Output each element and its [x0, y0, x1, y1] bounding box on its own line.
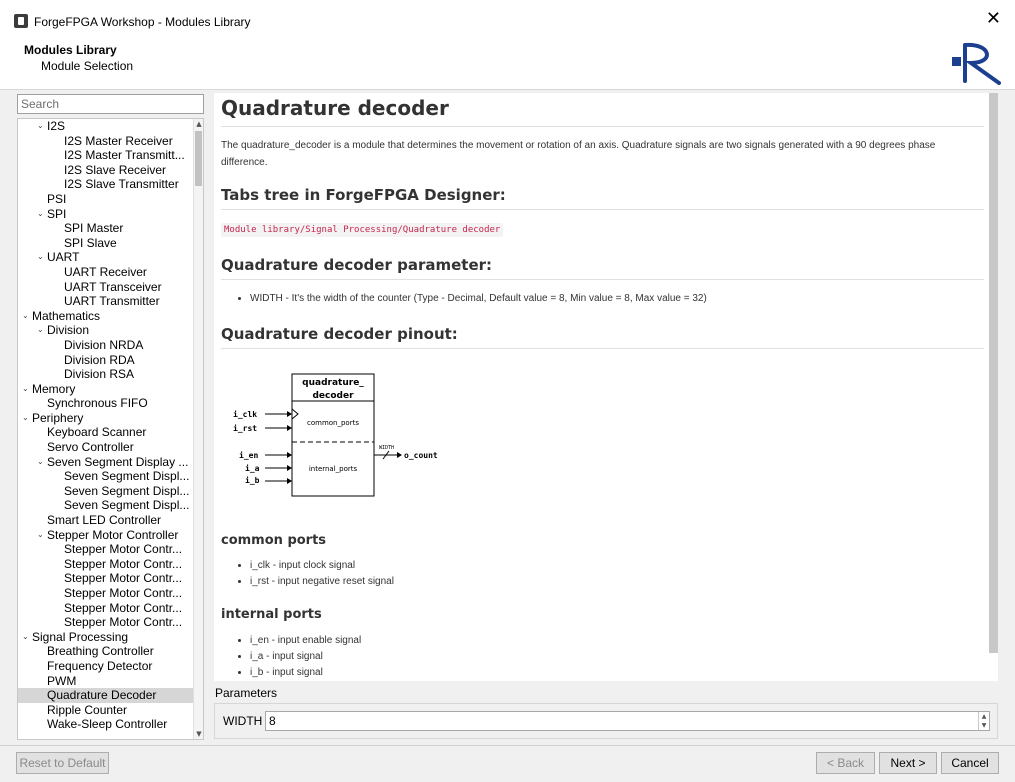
pin-i-rst: i_rst — [233, 424, 258, 433]
tree-item[interactable] — [18, 280, 194, 295]
spin-down-icon[interactable]: ▼ — [981, 722, 987, 729]
width-spinbox[interactable]: 8 — [265, 711, 990, 731]
expand-chevron-icon[interactable]: ⌄ — [22, 631, 29, 641]
tree-item-label: Seven Segment Displ... — [64, 483, 190, 498]
tree-item-label: I2S Master Transmitt... — [64, 148, 185, 163]
expand-chevron-icon[interactable]: ⌄ — [22, 412, 29, 422]
search-placeholder: Search — [21, 97, 60, 111]
common-ports-label: common_ports — [307, 419, 359, 427]
documentation-panel — [214, 93, 998, 681]
tree-item-label: Division RSA — [64, 367, 135, 382]
internal-port-item: • i_en - input enable signal — [250, 633, 984, 649]
internal-ports-label: internal_ports — [308, 465, 358, 473]
tree-item-label: Stepper Motor Contr... — [64, 556, 183, 571]
reset-to-default-button[interactable]: Reset to Default — [16, 752, 109, 774]
common-ports-list — [221, 558, 984, 590]
tree-item-label: I2S Slave Receiver — [64, 162, 167, 177]
tree-item-label: Stepper Motor Contr... — [64, 542, 183, 557]
pin-i-a: i_a — [245, 464, 260, 473]
tree-item[interactable] — [18, 659, 194, 674]
internal-ports-heading: internal ports — [221, 607, 322, 622]
block-title-1: quadrature_ — [302, 378, 364, 388]
tree-item[interactable] — [18, 323, 194, 338]
parameter-heading: Quadrature decoder parameter: — [221, 256, 984, 280]
tree-item-label: Smart LED Controller — [47, 513, 162, 528]
expand-chevron-icon[interactable]: ⌄ — [22, 310, 29, 320]
tree-item[interactable] — [18, 615, 194, 630]
pin-i-en: i_en — [239, 451, 259, 460]
tree-item-label: UART Transmitter — [64, 294, 160, 309]
tree-item-label: I2S Slave Transmitter — [64, 177, 179, 192]
tree-item[interactable] — [18, 469, 194, 484]
tree-item[interactable] — [18, 601, 194, 616]
tree-item[interactable] — [18, 192, 194, 207]
brand-logo-icon — [951, 41, 1005, 85]
tree-item-label: Seven Segment Displ... — [64, 498, 190, 513]
tree-item-label: Memory — [32, 381, 76, 396]
window-title: ForgeFPGA Workshop - Modules Library — [34, 15, 251, 29]
tree-item[interactable] — [18, 586, 194, 601]
pin-i-b: i_b — [245, 476, 260, 485]
title-bar — [0, 0, 1015, 38]
pin-i-clk: i_clk — [233, 410, 258, 419]
tree-item-label: Stepper Motor Contr... — [64, 586, 183, 600]
tree-item[interactable] — [18, 163, 194, 178]
internal-ports-list — [221, 633, 984, 681]
tree-item[interactable] — [18, 382, 194, 397]
tree-item[interactable] — [18, 396, 194, 411]
tree-item-label: SPI Master — [64, 221, 124, 236]
tree-item[interactable] — [18, 207, 194, 222]
tree-item-label: Servo Controller — [47, 440, 134, 455]
tree-item-label: Mathematics — [32, 308, 101, 323]
tree-item-label: Keyboard Scanner — [47, 425, 147, 440]
tabs-path-code: Module library/Signal Processing/Quadrature decoder — [221, 223, 503, 237]
doc-scrollbar[interactable] — [989, 93, 998, 653]
tree-item[interactable] — [18, 688, 194, 703]
tree-scrollbar[interactable] — [193, 119, 203, 739]
expand-chevron-icon[interactable]: ⌄ — [37, 325, 44, 335]
module-tree[interactable] — [17, 118, 204, 740]
scrollbar-thumb[interactable] — [195, 131, 202, 186]
tree-item[interactable] — [18, 455, 194, 470]
pinout-diagram — [221, 367, 461, 507]
tree-item[interactable] — [18, 513, 194, 528]
module-tree-list — [18, 119, 194, 732]
header-title: Modules Library — [24, 43, 117, 57]
expand-chevron-icon[interactable]: ⌄ — [37, 208, 44, 218]
app-icon — [14, 14, 28, 28]
common-ports-heading: common ports — [221, 533, 327, 548]
expand-chevron-icon[interactable]: ⌄ — [37, 252, 44, 262]
tree-item-label: Stepper Motor Controller — [47, 527, 179, 542]
tree-item[interactable] — [18, 425, 194, 440]
tree-item[interactable] — [18, 557, 194, 572]
tree-item[interactable] — [18, 134, 194, 149]
tree-item-label: Synchronous FIFO — [47, 396, 148, 411]
expand-chevron-icon[interactable]: ⌄ — [37, 121, 44, 130]
tree-item[interactable] — [18, 309, 194, 324]
pinout-heading: Quadrature decoder pinout: — [221, 325, 984, 349]
tree-item[interactable] — [18, 236, 194, 251]
doc-title: Quadrature decoder — [221, 96, 984, 127]
tree-item-label: SPI — [47, 206, 67, 221]
tree-item[interactable] — [18, 630, 194, 645]
tree-item-label: PWM — [47, 673, 77, 688]
tree-item-label: Breathing Controller — [47, 644, 154, 659]
block-title-2: decoder — [312, 391, 354, 401]
expand-chevron-icon[interactable]: ⌄ — [37, 456, 44, 466]
tree-item-label: Stepper Motor Contr... — [64, 615, 183, 630]
tree-item[interactable] — [18, 484, 194, 499]
doc-intro: The quadrature_decoder is a module that determines the movement or rotation of an axis. Quadrature signals are two signals generated with a 90 degrees phase difference. — [221, 140, 936, 168]
search-input[interactable] — [17, 94, 204, 114]
tree-item-label: Frequency Detector — [47, 658, 153, 673]
tree-item[interactable] — [18, 644, 194, 659]
tree-item[interactable] — [18, 674, 194, 689]
footer-divider — [0, 745, 1015, 746]
tree-item-label: Division RDA — [64, 352, 135, 367]
tree-item[interactable] — [18, 250, 194, 265]
tree-item-label: I2S — [47, 119, 66, 133]
tree-item-label: UART Receiver — [64, 264, 147, 279]
back-button[interactable]: < Back — [816, 752, 875, 774]
tree-item-label: Quadrature Decoder — [47, 688, 157, 703]
tree-item-label: UART — [47, 250, 80, 265]
tree-item[interactable] — [18, 265, 194, 280]
cancel-button[interactable]: Cancel — [941, 752, 999, 774]
tree-item[interactable] — [18, 717, 194, 732]
tree-item-label: Seven Segment Display ... — [47, 454, 189, 469]
parameters-label: Parameters — [215, 686, 278, 700]
tree-item[interactable] — [18, 367, 194, 382]
tree-item[interactable] — [18, 119, 194, 134]
tree-item[interactable] — [18, 528, 194, 543]
tree-item[interactable] — [18, 498, 194, 513]
tree-item-label: Ripple Counter — [47, 702, 128, 717]
tree-item[interactable] — [18, 411, 194, 426]
spin-up-icon[interactable]: ▲ — [981, 713, 987, 720]
common-port-item: • i_clk - input clock signal — [250, 558, 984, 574]
width-label: WIDTH — [223, 714, 263, 728]
tree-item-label: I2S Master Receiver — [64, 133, 173, 148]
tree-item[interactable] — [18, 177, 194, 192]
internal-port-item: • i_a - input signal — [250, 649, 984, 665]
tree-item-label: Periphery — [32, 410, 84, 425]
wizard-header — [0, 38, 1015, 90]
tree-item[interactable] — [18, 703, 194, 718]
tree-item-label: Seven Segment Displ... — [64, 469, 190, 484]
tree-item[interactable] — [18, 571, 194, 586]
tree-item-label: UART Transceiver — [64, 279, 162, 294]
next-button[interactable]: Next > — [879, 752, 937, 774]
common-port-item: • i_rst - input negative reset signal — [250, 574, 984, 590]
internal-port-item: • i_b - input signal — [250, 665, 984, 681]
tree-item[interactable] — [18, 542, 194, 557]
scroll-up-icon[interactable]: ▲ — [196, 120, 202, 128]
tree-item[interactable] — [18, 338, 194, 353]
header-subtitle: Module Selection — [41, 59, 134, 73]
parameter-item: • WIDTH - It's the width of the counter (Type - Decimal, Default value = 8, Min value = 8, Max value = 32) — [250, 291, 984, 307]
tree-item[interactable] — [18, 294, 194, 309]
bus-width-label: WIDTH — [379, 445, 395, 451]
tree-item-label: Stepper Motor Contr... — [64, 600, 183, 615]
spin-buttons[interactable] — [978, 712, 989, 730]
tree-item[interactable] — [18, 353, 194, 368]
tabs-heading: Tabs tree in ForgeFPGA Designer: — [221, 186, 984, 210]
tree-item[interactable] — [18, 148, 194, 163]
tree-item-label: Stepper Motor Contr... — [64, 571, 183, 586]
tree-item-label: PSI — [47, 191, 67, 206]
tree-item[interactable] — [18, 221, 194, 236]
close-icon[interactable]: ✕ — [985, 8, 1001, 29]
expand-chevron-icon[interactable]: ⌄ — [37, 529, 44, 539]
scroll-down-icon[interactable]: ▼ — [196, 730, 202, 738]
tree-item[interactable] — [18, 440, 194, 455]
pin-o-count: o_count — [404, 451, 438, 460]
tree-item-label: Division — [47, 323, 90, 338]
tree-item-label: Division NRDA — [64, 337, 144, 352]
tree-item-label: Wake-Sleep Controller — [47, 717, 168, 732]
tree-item-label: SPI Slave — [64, 235, 117, 250]
expand-chevron-icon[interactable]: ⌄ — [22, 383, 29, 393]
tree-item-label: Signal Processing — [32, 629, 129, 644]
parameter-list — [221, 291, 984, 307]
